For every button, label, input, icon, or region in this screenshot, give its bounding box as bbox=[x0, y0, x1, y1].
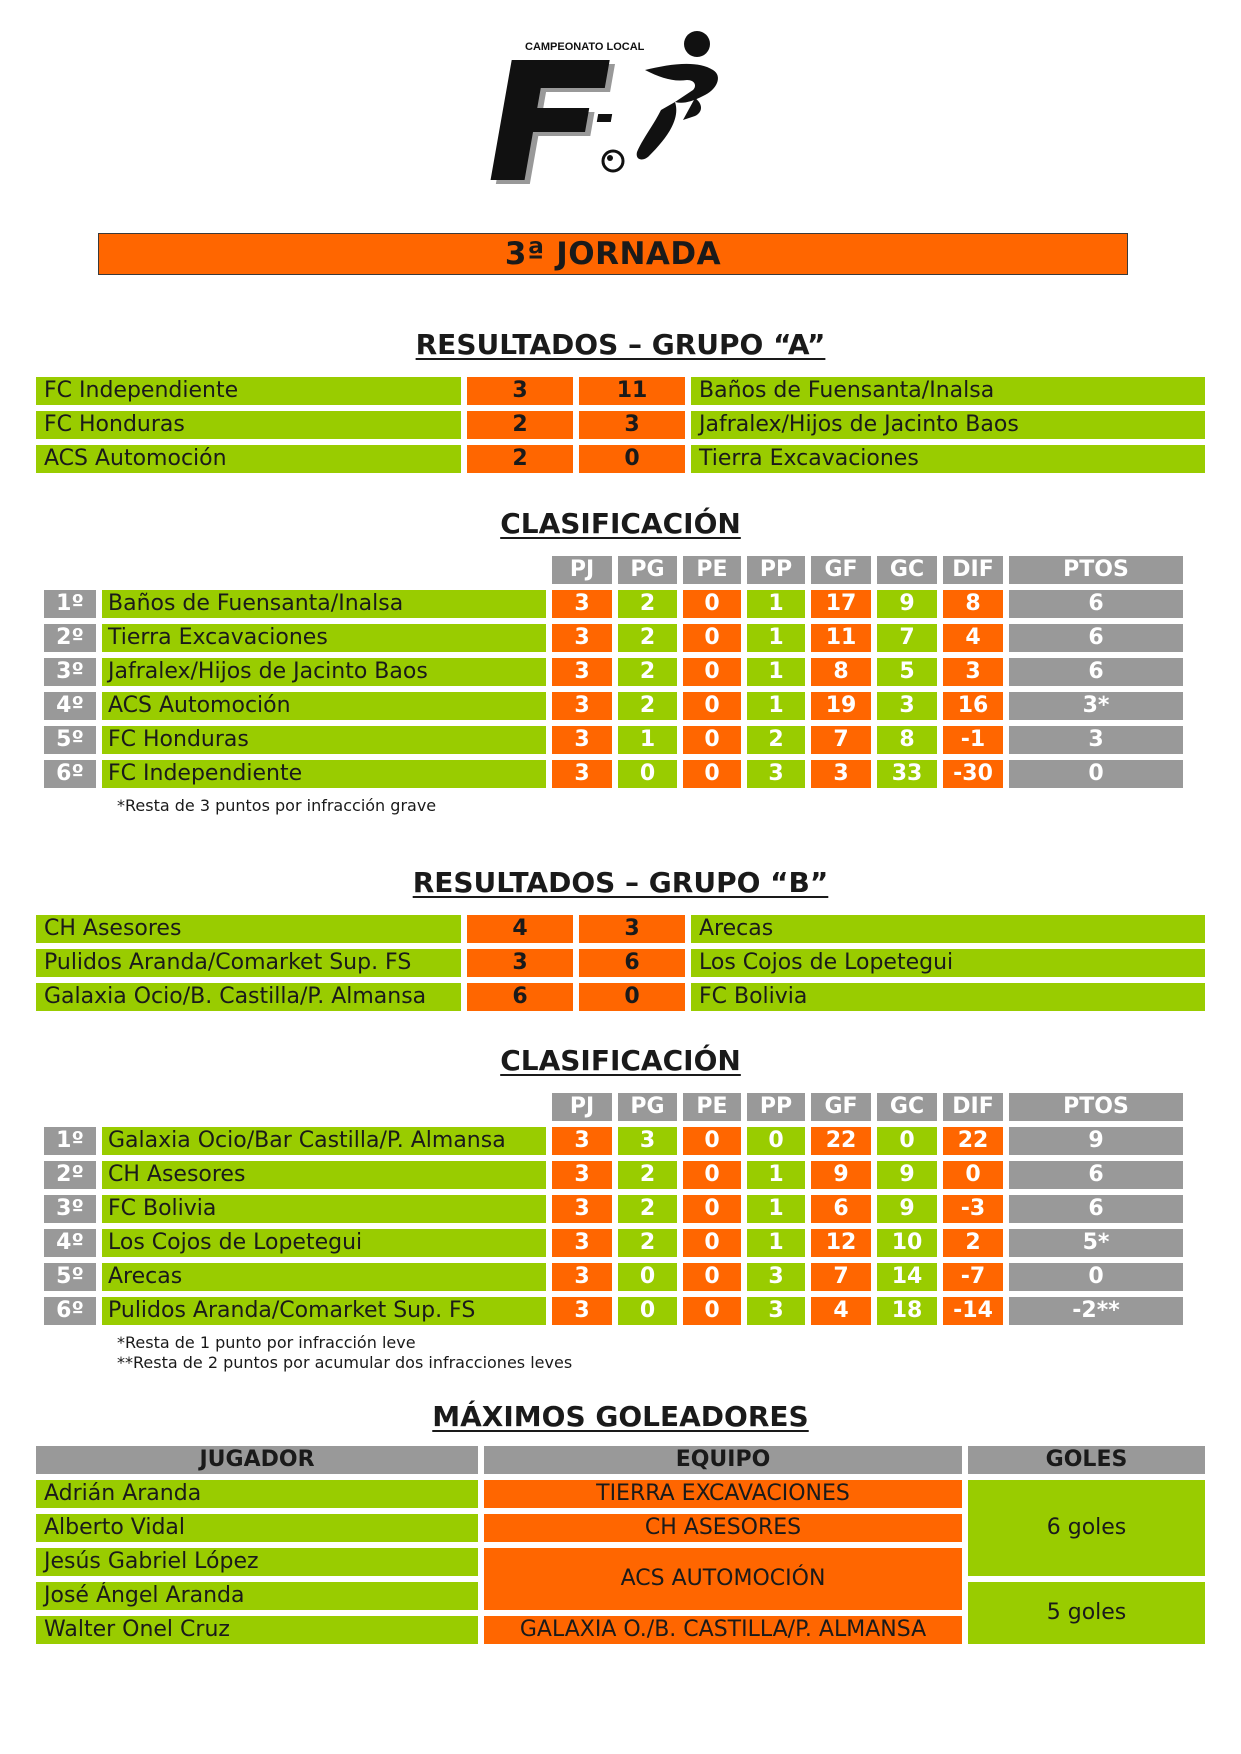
group-b-note-1: *Resta de 1 punto por infracción leve bbox=[117, 1333, 416, 1352]
home-team: FC Honduras bbox=[36, 411, 461, 439]
standings-position: 5º bbox=[44, 726, 96, 754]
group-b-results-title: RESULTADOS – GRUPO “B” bbox=[412, 866, 829, 899]
standings-header-pe: PE bbox=[683, 556, 741, 584]
goals-column-header: GOLES bbox=[968, 1446, 1205, 1474]
team-column-header: EQUIPO bbox=[484, 1446, 962, 1474]
standings-pg: 0 bbox=[618, 1297, 677, 1325]
standings-pj: 3 bbox=[552, 658, 612, 686]
home-goals: 2 bbox=[467, 445, 573, 473]
standings-gf: 11 bbox=[811, 624, 871, 652]
standings-ptos: 0 bbox=[1009, 760, 1183, 788]
standings-team: Galaxia Ocio/Bar Castilla/P. Almansa bbox=[102, 1127, 546, 1155]
standings-pp: 1 bbox=[747, 590, 805, 618]
standings-pp: 1 bbox=[747, 692, 805, 720]
standings-pg: 2 bbox=[618, 1229, 677, 1257]
standings-gc: 0 bbox=[877, 1127, 937, 1155]
scorer-player: Walter Onel Cruz bbox=[36, 1616, 478, 1644]
standings-pe: 0 bbox=[683, 692, 741, 720]
standings-gf: 8 bbox=[811, 658, 871, 686]
standings-team: FC Honduras bbox=[102, 726, 546, 754]
home-goals: 3 bbox=[467, 377, 573, 405]
scorer-team: CH ASESORES bbox=[484, 1514, 962, 1542]
away-team: FC Bolivia bbox=[691, 983, 1205, 1011]
away-team: Arecas bbox=[691, 915, 1205, 943]
standings-ptos: 6 bbox=[1009, 624, 1183, 652]
standings-pg: 0 bbox=[618, 760, 677, 788]
standings-pe: 0 bbox=[683, 726, 741, 754]
standings-dif: 4 bbox=[943, 624, 1003, 652]
standings-team: FC Bolivia bbox=[102, 1195, 546, 1223]
standings-pj: 3 bbox=[552, 590, 612, 618]
away-team: Los Cojos de Lopetegui bbox=[691, 949, 1205, 977]
home-team: FC Independiente bbox=[36, 377, 461, 405]
scorer-team: ACS AUTOMOCIÓN bbox=[484, 1548, 962, 1610]
standings-team: Tierra Excavaciones bbox=[102, 624, 546, 652]
standings-header-dif: DIF bbox=[943, 1093, 1003, 1121]
standings-pj: 3 bbox=[552, 726, 612, 754]
standings-pe: 0 bbox=[683, 590, 741, 618]
standings-pp: 1 bbox=[747, 658, 805, 686]
standings-pg: 1 bbox=[618, 726, 677, 754]
standings-team: Jafralex/Hijos de Jacinto Baos bbox=[102, 658, 546, 686]
standings-pe: 0 bbox=[683, 658, 741, 686]
standings-gc: 9 bbox=[877, 1161, 937, 1189]
group-b-standings-title: CLASIFICACIÓN bbox=[500, 1044, 741, 1077]
standings-pj: 3 bbox=[552, 1263, 612, 1291]
standings-pe: 0 bbox=[683, 760, 741, 788]
standings-pj: 3 bbox=[552, 1161, 612, 1189]
player-column-header: JUGADOR bbox=[36, 1446, 478, 1474]
standings-header-dif: DIF bbox=[943, 556, 1003, 584]
standings-gc: 9 bbox=[877, 1195, 937, 1223]
home-team: ACS Automoción bbox=[36, 445, 461, 473]
standings-pe: 0 bbox=[683, 1161, 741, 1189]
standings-dif: 8 bbox=[943, 590, 1003, 618]
standings-position: 3º bbox=[44, 1195, 96, 1223]
standings-team: Baños de Fuensanta/Inalsa bbox=[102, 590, 546, 618]
standings-ptos: 6 bbox=[1009, 1161, 1183, 1189]
standings-team: Arecas bbox=[102, 1263, 546, 1291]
standings-gc: 3 bbox=[877, 692, 937, 720]
standings-position: 6º bbox=[44, 760, 96, 788]
standings-pg: 3 bbox=[618, 1127, 677, 1155]
standings-header-pg: PG bbox=[618, 1093, 677, 1121]
standings-pe: 0 bbox=[683, 1195, 741, 1223]
standings-position: 4º bbox=[44, 692, 96, 720]
standings-ptos: 5* bbox=[1009, 1229, 1183, 1257]
standings-header-ptos: PTOS bbox=[1009, 1093, 1183, 1121]
standings-header-pe: PE bbox=[683, 1093, 741, 1121]
championship-logo bbox=[465, 30, 757, 202]
standings-header-gf: GF bbox=[811, 556, 871, 584]
standings-gc: 33 bbox=[877, 760, 937, 788]
standings-gc: 14 bbox=[877, 1263, 937, 1291]
away-team: Tierra Excavaciones bbox=[691, 445, 1205, 473]
standings-gc: 18 bbox=[877, 1297, 937, 1325]
standings-pg: 2 bbox=[618, 1161, 677, 1189]
away-goals: 3 bbox=[579, 411, 685, 439]
standings-pp: 3 bbox=[747, 1263, 805, 1291]
standings-ptos: 6 bbox=[1009, 1195, 1183, 1223]
standings-gf: 19 bbox=[811, 692, 871, 720]
standings-pj: 3 bbox=[552, 692, 612, 720]
logo-label: CAMPEONATO LOCAL bbox=[525, 41, 645, 53]
standings-gc: 7 bbox=[877, 624, 937, 652]
standings-team: Pulidos Aranda/Comarket Sup. FS bbox=[102, 1297, 546, 1325]
standings-dif: 0 bbox=[943, 1161, 1003, 1189]
standings-pp: 1 bbox=[747, 1161, 805, 1189]
standings-position: 2º bbox=[44, 1161, 96, 1189]
standings-pg: 2 bbox=[618, 590, 677, 618]
standings-dif: 16 bbox=[943, 692, 1003, 720]
home-goals: 3 bbox=[467, 949, 573, 977]
standings-header-gc: GC bbox=[877, 556, 937, 584]
standings-header-gc: GC bbox=[877, 1093, 937, 1121]
standings-header-pj: PJ bbox=[552, 556, 612, 584]
standings-team: ACS Automoción bbox=[102, 692, 546, 720]
standings-dif: -14 bbox=[943, 1297, 1003, 1325]
home-goals: 4 bbox=[467, 915, 573, 943]
standings-gf: 6 bbox=[811, 1195, 871, 1223]
scorer-goals: 5 goles bbox=[968, 1582, 1205, 1644]
standings-position: 6º bbox=[44, 1297, 96, 1325]
scorer-team: TIERRA EXCAVACIONES bbox=[484, 1480, 962, 1508]
standings-pe: 0 bbox=[683, 1263, 741, 1291]
standings-pp: 0 bbox=[747, 1127, 805, 1155]
standings-ptos: 9 bbox=[1009, 1127, 1183, 1155]
away-goals: 3 bbox=[579, 915, 685, 943]
standings-dif: -7 bbox=[943, 1263, 1003, 1291]
standings-team: FC Independiente bbox=[102, 760, 546, 788]
standings-pj: 3 bbox=[552, 624, 612, 652]
scorer-player: José Ángel Aranda bbox=[36, 1582, 478, 1610]
jornada-banner: 3ª JORNADA bbox=[98, 233, 1128, 275]
group-a-standings-title: CLASIFICACIÓN bbox=[500, 507, 741, 540]
standings-pj: 3 bbox=[552, 1195, 612, 1223]
standings-gf: 7 bbox=[811, 1263, 871, 1291]
standings-header-pg: PG bbox=[618, 556, 677, 584]
standings-dif: 2 bbox=[943, 1229, 1003, 1257]
scorer-player: Alberto Vidal bbox=[36, 1514, 478, 1542]
standings-pp: 1 bbox=[747, 624, 805, 652]
away-goals: 6 bbox=[579, 949, 685, 977]
standings-dif: -3 bbox=[943, 1195, 1003, 1223]
standings-pg: 2 bbox=[618, 624, 677, 652]
standings-pj: 3 bbox=[552, 1229, 612, 1257]
standings-pe: 0 bbox=[683, 1297, 741, 1325]
standings-ptos: 6 bbox=[1009, 658, 1183, 686]
standings-gf: 22 bbox=[811, 1127, 871, 1155]
standings-position: 4º bbox=[44, 1229, 96, 1257]
away-goals: 0 bbox=[579, 445, 685, 473]
standings-dif: 22 bbox=[943, 1127, 1003, 1155]
standings-header-pp: PP bbox=[747, 1093, 805, 1121]
standings-position: 5º bbox=[44, 1263, 96, 1291]
standings-pe: 0 bbox=[683, 1127, 741, 1155]
standings-pj: 3 bbox=[552, 760, 612, 788]
standings-team: CH Asesores bbox=[102, 1161, 546, 1189]
standings-pj: 3 bbox=[552, 1127, 612, 1155]
standings-pe: 0 bbox=[683, 624, 741, 652]
scorer-player: Jesús Gabriel López bbox=[36, 1548, 478, 1576]
standings-header-pj: PJ bbox=[552, 1093, 612, 1121]
standings-pg: 0 bbox=[618, 1263, 677, 1291]
standings-gf: 3 bbox=[811, 760, 871, 788]
standings-ptos: 3 bbox=[1009, 726, 1183, 754]
scorer-player: Adrián Aranda bbox=[36, 1480, 478, 1508]
home-goals: 6 bbox=[467, 983, 573, 1011]
standings-pe: 0 bbox=[683, 1229, 741, 1257]
away-goals: 11 bbox=[579, 377, 685, 405]
standings-pp: 1 bbox=[747, 1229, 805, 1257]
standings-position: 3º bbox=[44, 658, 96, 686]
scorers-title: MÁXIMOS GOLEADORES bbox=[432, 1400, 809, 1433]
group-a-note: *Resta de 3 puntos por infracción grave bbox=[117, 796, 437, 815]
group-a-results-title: RESULTADOS – GRUPO “A” bbox=[415, 328, 826, 361]
standings-gf: 12 bbox=[811, 1229, 871, 1257]
scorer-goals: 6 goles bbox=[968, 1480, 1205, 1576]
away-goals: 0 bbox=[579, 983, 685, 1011]
standings-gf: 7 bbox=[811, 726, 871, 754]
standings-pp: 3 bbox=[747, 760, 805, 788]
standings-pg: 2 bbox=[618, 1195, 677, 1223]
home-team: Galaxia Ocio/B. Castilla/P. Almansa bbox=[36, 983, 461, 1011]
standings-pg: 2 bbox=[618, 692, 677, 720]
standings-position: 2º bbox=[44, 624, 96, 652]
standings-dif: -30 bbox=[943, 760, 1003, 788]
standings-gc: 5 bbox=[877, 658, 937, 686]
home-team: CH Asesores bbox=[36, 915, 461, 943]
standings-gc: 8 bbox=[877, 726, 937, 754]
standings-dif: 3 bbox=[943, 658, 1003, 686]
standings-pp: 1 bbox=[747, 1195, 805, 1223]
standings-pg: 2 bbox=[618, 658, 677, 686]
away-team: Baños de Fuensanta/Inalsa bbox=[691, 377, 1205, 405]
standings-position: 1º bbox=[44, 590, 96, 618]
standings-pp: 2 bbox=[747, 726, 805, 754]
standings-header-pp: PP bbox=[747, 556, 805, 584]
standings-dif: -1 bbox=[943, 726, 1003, 754]
standings-header-ptos: PTOS bbox=[1009, 556, 1183, 584]
standings-gc: 9 bbox=[877, 590, 937, 618]
scorer-team: GALAXIA O./B. CASTILLA/P. ALMANSA bbox=[484, 1616, 962, 1644]
standings-position: 1º bbox=[44, 1127, 96, 1155]
standings-team: Los Cojos de Lopetegui bbox=[102, 1229, 546, 1257]
group-b-note-2: **Resta de 2 puntos por acumular dos infracciones leves bbox=[117, 1353, 573, 1372]
standings-ptos: -2** bbox=[1009, 1297, 1183, 1325]
standings-ptos: 3* bbox=[1009, 692, 1183, 720]
home-team: Pulidos Aranda/Comarket Sup. FS bbox=[36, 949, 461, 977]
away-team: Jafralex/Hijos de Jacinto Baos bbox=[691, 411, 1205, 439]
standings-pp: 3 bbox=[747, 1297, 805, 1325]
standings-pj: 3 bbox=[552, 1297, 612, 1325]
standings-header-gf: GF bbox=[811, 1093, 871, 1121]
home-goals: 2 bbox=[467, 411, 573, 439]
standings-gf: 17 bbox=[811, 590, 871, 618]
standings-gc: 10 bbox=[877, 1229, 937, 1257]
standings-ptos: 6 bbox=[1009, 590, 1183, 618]
standings-ptos: 0 bbox=[1009, 1263, 1183, 1291]
standings-gf: 9 bbox=[811, 1161, 871, 1189]
standings-gf: 4 bbox=[811, 1297, 871, 1325]
